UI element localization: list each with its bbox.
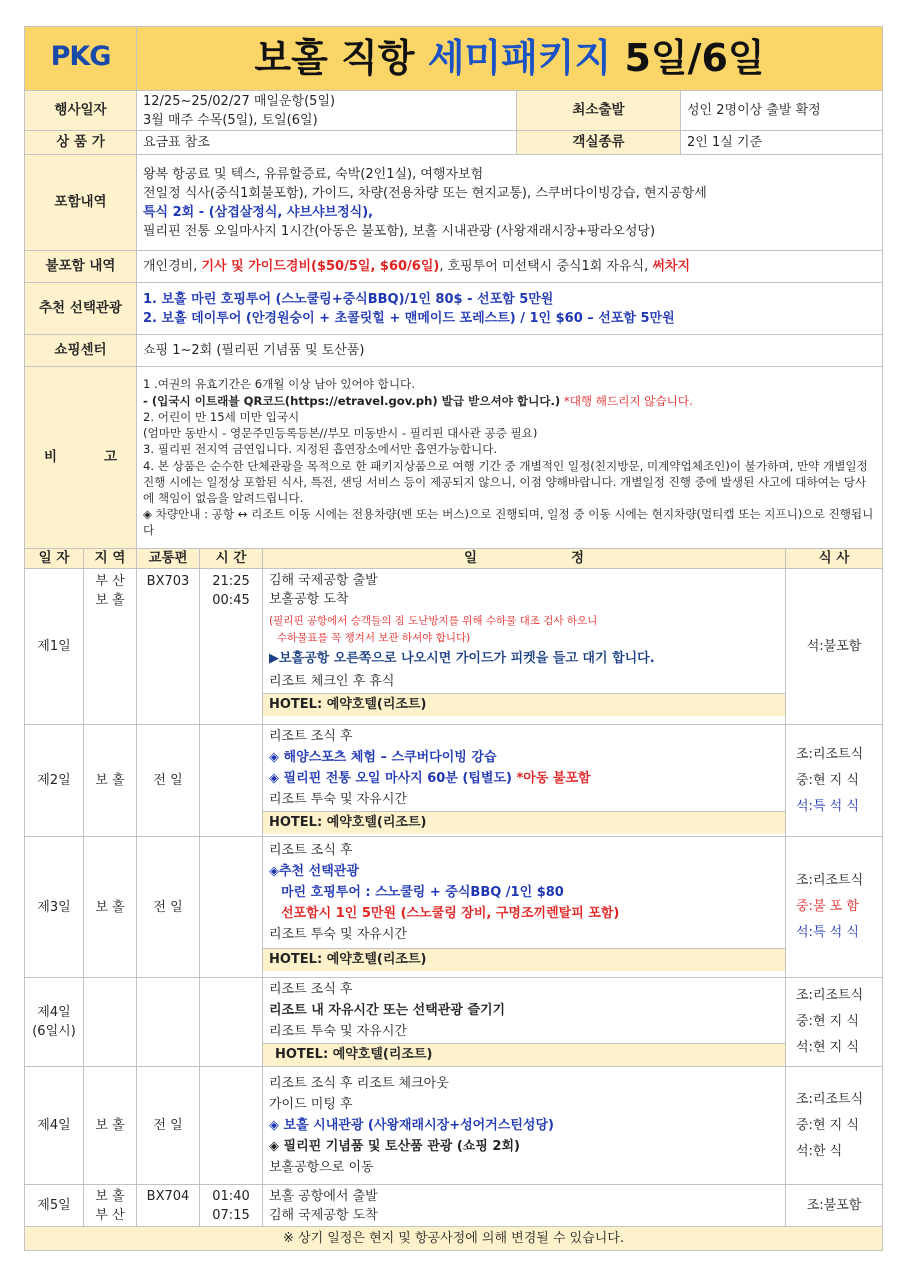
col-schedule: 일 정 (263, 549, 786, 569)
meal-cell: 조:리조트식 중:불 포 함 석:특 석 식 (786, 837, 883, 978)
price-value: 요금표 참조 (137, 131, 517, 155)
col-time: 시 간 (200, 549, 263, 569)
region-cell: 보 홀 (84, 725, 137, 837)
transport-cell: 전 일 (137, 1067, 200, 1185)
shop-value: 쇼핑 1~2회 (필리핀 기념품 및 토산품) (137, 335, 883, 367)
remark-value: 1 .여권의 유효기간은 6개월 이상 남아 있어야 합니다. - (입국시 이트래블 QR코드(https://etravel.gov.ph) 발급 받으셔야 합니다.) *대행 해드리지 않습니다. 2. 어린이 만 15세 미만 입국시 (엄마만 동반시 - 영문주민등록등본//부모 미동반시 - 필리핀 대사관 공증 필요) 3. 필리핀 전지역 금연입니다. 지정된 흡연장소에서만 흡연가능합니다. 4. 본 상품은 순수한 단체관광을 목적으로 한 패키지상품으로 여행 기간 중 개별적인 일정(친지방문, 미계약업체조인)이 불가하며, 만약 개별일정 진행 시에는 일정상 포함된 식사, 특전, 샌딩 서비스 등이 제공되지 않으니, 이점 양해바랍니다. 개별일정 진행 중에 발생된 사고에 대하여는 당사에 책임이 없음을 알려드립니다. ◈ 차량안내 : 공항 ↔ 리조트 이동 시에는 전용차량(벤 또는 버스)으로 진행되며, 일정 중 이동 시에는 현지차량(멀티캡 또는 지프니)으로 진행됩니다 (137, 367, 883, 549)
hotel-info: HOTEL: 예약호텔(리조트) (263, 693, 785, 716)
day-row (25, 569, 883, 725)
room-value: 2인 1실 기준 (681, 131, 883, 155)
meal-cell: 조:리조트식 중:현 지 식 석:한 식 (786, 1067, 883, 1185)
dates-value: 12/25~25/02/27 매일운항(5일) 3월 매주 수목(5일), 토일(6일) (137, 91, 517, 131)
day-row (25, 1067, 883, 1185)
transport-cell: BX704 (137, 1185, 200, 1227)
itinerary-sheet (24, 26, 883, 1251)
col-meal: 식 사 (786, 549, 883, 569)
meal-cell: 조:리조트식 중:현 지 식 석:특 석 식 (786, 725, 883, 837)
day-row (25, 725, 883, 837)
day-cell: 제4일 (6일시) (25, 978, 84, 1067)
day-cell: 제5일 (25, 1185, 84, 1227)
include-value: 왕복 항공료 및 텍스, 유류할증료, 숙박(2인1실), 여행자보험 전일정 식사(중식1회불포함), 가이드, 차량(전용차량 또는 현지교통), 스쿠버다이빙강습, 현지공항세 특식 2회 - (삼겹살정식, 샤브샤브정식), 필리핀 전통 오일마사지 1시간(아동은 불포함), 보홀 시내관광 (사왕재래시장+팡라오성당) (137, 155, 883, 251)
include-label: 포함내역 (25, 155, 137, 251)
region-cell: 보 홀 부 산 (84, 1185, 137, 1227)
day-cell: 제4일 (25, 1067, 84, 1185)
hotel-info: HOTEL: 예약호텔(리조트) (263, 811, 785, 834)
day-cell: 제2일 (25, 725, 84, 837)
region-cell: 부 산 보 홀 (84, 569, 137, 725)
time-cell: 21:25 00:45 (200, 569, 263, 725)
transport-cell: 전 일 (137, 837, 200, 978)
meal-cell: 석:불포함 (786, 569, 883, 725)
option-value: 1. 보홀 마린 호핑투어 (스노쿨링+중식BBQ)/1인 80$ - 선포함 5만원 2. 보홀 데이투어 (안경원숭이 + 초콜릿힐 + 맨메이드 포레스트) / 1인 $60 – 선포함 5만원 (137, 283, 883, 335)
day-cell: 제3일 (25, 837, 84, 978)
meal-cell: 조:리조트식 중:현 지 식 석:현 지 식 (786, 978, 883, 1067)
remark-label: 비 고 (25, 367, 137, 549)
day-row (25, 837, 883, 978)
room-label: 객실종류 (517, 131, 681, 155)
transport-cell: BX703 (137, 569, 200, 725)
footer-note: ※ 상기 일정은 현지 및 항공사정에 의해 변경될 수 있습니다. (25, 1227, 883, 1251)
time-cell: 01:40 07:15 (200, 1185, 263, 1227)
page-title: 보홀 직항 세미패키지 5일/6일 (137, 27, 883, 91)
transport-cell (137, 978, 200, 1067)
schedule-cell: 보홀 공항에서 출발 김해 국제공항 도착 (263, 1185, 786, 1227)
exclude-label: 불포함 내역 (25, 251, 137, 283)
schedule-cell: 리조트 조식 후 리조트 체크아웃 가이드 미팅 후 ◈ 보홀 시내관광 (사왕재래시장+성어거스틴성당) ◈ 필리핀 기념품 및 토산품 관광 (쇼핑 2회) 보홀공항으로 이동 (263, 1067, 786, 1185)
min-value: 성인 2명이상 출발 확정 (681, 91, 883, 131)
time-cell (200, 1067, 263, 1185)
time-cell (200, 837, 263, 978)
schedule-cell: 김해 국제공항 출발 보홀공항 도착 (필리핀 공항에서 승객들의 짐 도난방지를 위해 수하물 대조 검사 하오니 수하물표를 꼭 챙겨서 보관 하셔야 합니다) ▶보홀공항 오른쪽으로 나오시면 가이드가 피켓을 들고 대기 합니다. 리조트 체크인 후 휴식 HOTEL: 예약호텔(리조트) (263, 569, 786, 725)
col-day: 일 자 (25, 549, 84, 569)
time-cell (200, 978, 263, 1067)
schedule-cell: 리조트 조식 후 ◈추천 선택관광 마린 호핑투어 : 스노쿨링 + 중식BBQ /1인 $80 선포함시 1인 5만원 (스노쿨링 장비, 구명조끼렌탈피 포함) 리조트 투숙 및 자유시간 HOTEL: 예약호텔(리조트) (263, 837, 786, 978)
price-label: 상 품 가 (25, 131, 137, 155)
dates-label: 행사일자 (25, 91, 137, 131)
min-label: 최소출발 (517, 91, 681, 131)
hotel-info: HOTEL: 예약호텔(리조트) (263, 1043, 785, 1066)
day-row (25, 1185, 883, 1227)
meal-cell: 조:불포함 (786, 1185, 883, 1227)
schedule-header (25, 549, 883, 569)
col-region: 지 역 (84, 549, 137, 569)
region-cell: 보 홀 (84, 1067, 137, 1185)
day-cell: 제1일 (25, 569, 84, 725)
logo: PKG (25, 27, 137, 91)
shop-label: 쇼핑센터 (25, 335, 137, 367)
exclude-value: 개인경비, 기사 및 가이드경비($50/5일, $60/6일), 호핑투어 미선택시 중식1회 자유식, 써차지 (137, 251, 883, 283)
option-label: 추천 선택관광 (25, 283, 137, 335)
time-cell (200, 725, 263, 837)
day-row (25, 978, 883, 1067)
region-cell (84, 978, 137, 1067)
region-cell: 보 홀 (84, 837, 137, 978)
schedule-cell: 리조트 조식 후 ◈ 해양스포츠 체험 – 스쿠버다이빙 강습 ◈ 필리핀 전통 오일 마사지 60분 (팁별도) *아동 불포함 리조트 투숙 및 자유시간 HOTEL: 예약호텔(리조트) (263, 725, 786, 837)
schedule-cell: 리조트 조식 후 리조트 내 자유시간 또는 선택관광 즐기기 리조트 투숙 및 자유시간 HOTEL: 예약호텔(리조트) (263, 978, 786, 1067)
col-transport: 교통편 (137, 549, 200, 569)
hotel-info: HOTEL: 예약호텔(리조트) (263, 948, 785, 971)
transport-cell: 전 일 (137, 725, 200, 837)
